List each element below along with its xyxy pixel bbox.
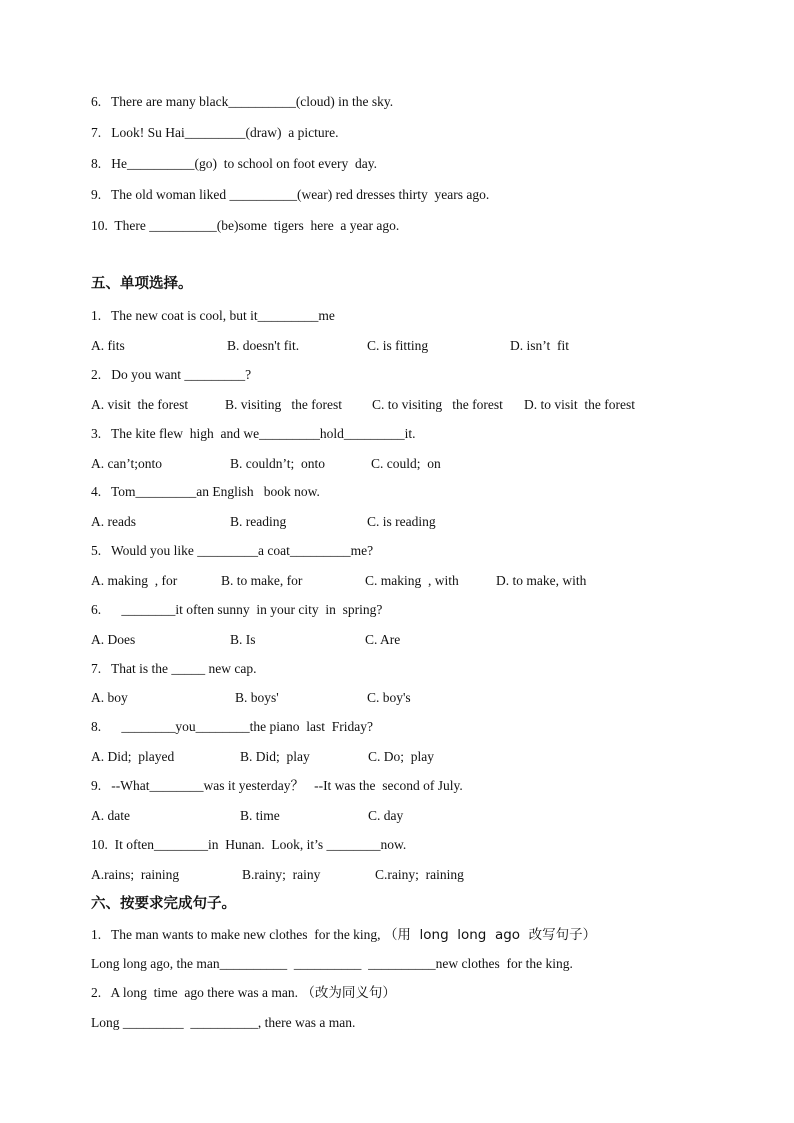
option-b: B. time	[240, 808, 280, 823]
choice-options-6	[91, 632, 711, 648]
section-heading-complete-sentences: 六、按要求完成句子。	[91, 896, 236, 912]
option-d: D. to visit the forest	[524, 397, 635, 412]
question-text: 1. The man wants to make new clothes for the king,	[91, 927, 384, 942]
option-c: C. could; on	[371, 456, 441, 471]
option-a: A. visit the forest	[91, 397, 189, 412]
option-c: C. making , with	[365, 573, 459, 588]
option-b: B. boys'	[235, 690, 279, 705]
option-a: A. fits	[91, 338, 125, 353]
choice-options-1	[91, 338, 711, 354]
rewrite-question-1	[91, 927, 596, 943]
option-a: A.rains; raining	[91, 867, 180, 882]
choice-options-9	[91, 808, 711, 824]
option-c: C.rainy; raining	[375, 867, 464, 882]
option-a: A. reads	[91, 514, 136, 529]
choice-options-10	[91, 867, 711, 883]
option-a: A. making , for	[91, 573, 178, 588]
choice-question-6: 6. ________it often sunny in your city in spring?	[91, 602, 383, 617]
choice-question-5: 5. Would you like _________a coat_________me?	[91, 543, 374, 558]
choice-question-4: 4. Tom_________an English book now.	[91, 484, 320, 499]
option-a: A. can’t;onto	[91, 456, 162, 471]
choice-options-5	[91, 573, 711, 589]
fill-in-question-9: 9. The old woman liked __________(wear) red dresses thirty years ago.	[91, 187, 490, 202]
option-b: B. doesn't fit.	[227, 338, 300, 353]
choice-options-4	[91, 514, 711, 530]
choice-question-3: 3. The kite flew high and we_________hold_________it.	[91, 426, 416, 441]
option-b: B. to make, for	[221, 573, 303, 588]
option-a: A. Did; played	[91, 749, 175, 764]
option-b: B. Is	[230, 632, 256, 647]
choice-question-10: 10. It often________in Hunan. Look, it’s ________now.	[91, 837, 407, 852]
option-d: D. to make, with	[496, 573, 587, 588]
fill-in-question-6: 6. There are many black__________(cloud) in the sky.	[91, 94, 394, 109]
option-d: D. isn’t fit	[510, 338, 570, 353]
fill-in-question-10: 10. There __________(be)some tigers here a year ago.	[91, 218, 400, 233]
section-heading-multiple-choice: 五、单项选择。	[91, 276, 193, 292]
choice-options-3	[91, 456, 711, 472]
option-b: B. couldn’t; onto	[230, 456, 326, 471]
choice-question-1: 1. The new coat is cool, but it_________me	[91, 308, 335, 323]
choice-options-8	[91, 749, 711, 765]
choice-options-2	[91, 397, 711, 413]
choice-options-7	[91, 690, 711, 706]
option-c: C. to visiting the forest	[372, 397, 503, 412]
choice-question-8: 8. ________you________the piano last Friday?	[91, 719, 373, 734]
fill-in-question-8: 8. He__________(go) to school on foot every day.	[91, 156, 377, 171]
option-b: B. visiting the forest	[225, 397, 342, 412]
option-c: C. Do; play	[368, 749, 434, 764]
rewrite-answer-1: Long long ago, the man__________ __________ __________new clothes for the king.	[91, 956, 573, 971]
question-text: 2. A long time ago there was a man.	[91, 985, 302, 1000]
option-c: C. Are	[365, 632, 401, 647]
option-a: A. Does	[91, 632, 136, 647]
rewrite-answer-2: Long _________ __________, there was a man.	[91, 1015, 356, 1030]
option-b: B. Did; play	[240, 749, 310, 764]
option-c: C. day	[368, 808, 404, 823]
choice-question-2: 2. Do you want _________?	[91, 367, 252, 382]
option-b: B.rainy; rainy	[242, 867, 321, 882]
instruction-text: （用 long long ago 改写句子）	[383, 927, 597, 943]
fill-in-question-7: 7. Look! Su Hai_________(draw) a picture.	[91, 125, 339, 140]
option-c: C. is fitting	[367, 338, 429, 353]
rewrite-question-2	[91, 985, 396, 1001]
option-b: B. reading	[230, 514, 287, 529]
instruction-text: （改为同义句）	[301, 985, 396, 1001]
choice-question-9: 9. --What________was it yesterday？ --It was the second of July.	[91, 778, 463, 793]
option-c: C. is reading	[367, 514, 436, 529]
option-c: C. boy's	[367, 690, 411, 705]
option-a: A. date	[91, 808, 130, 823]
choice-question-7: 7. That is the _____ new cap.	[91, 661, 257, 676]
option-a: A. boy	[91, 690, 128, 705]
